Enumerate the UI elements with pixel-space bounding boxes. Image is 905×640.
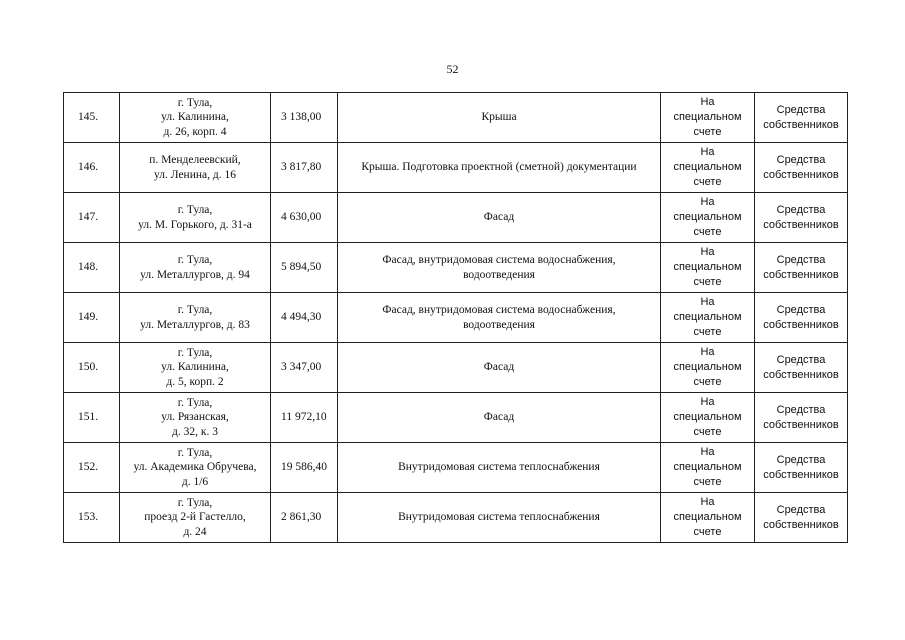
building-area: 3 138,00 — [271, 93, 338, 143]
building-address: г. Тула, ул. Металлургов, д. 94 — [120, 243, 271, 293]
table-row — [64, 243, 848, 293]
table-row — [64, 493, 848, 543]
funding-source: Средства собственников — [755, 343, 848, 393]
repair-work-type: Внутридомовая система теплоснабжения — [338, 443, 661, 493]
funding-source: Средства собственников — [755, 243, 848, 293]
row-number: 153. — [64, 493, 120, 543]
table-row — [64, 343, 848, 393]
building-area: 4 494,30 — [271, 293, 338, 343]
repair-work-type: Фасад, внутридомовая система водоснабжения, водоотведения — [338, 243, 661, 293]
row-number: 152. — [64, 443, 120, 493]
building-address: г. Тула, проезд 2-й Гастелло, д. 24 — [120, 493, 271, 543]
table-row — [64, 293, 848, 343]
row-number: 147. — [64, 193, 120, 243]
building-area: 2 861,30 — [271, 493, 338, 543]
fund-account-method: На специальном счете — [661, 243, 755, 293]
row-number: 151. — [64, 393, 120, 443]
building-area: 5 894,50 — [271, 243, 338, 293]
row-number: 145. — [64, 93, 120, 143]
funding-source: Средства собственников — [755, 193, 848, 243]
building-address: г. Тула, ул. Академика Обручева, д. 1/6 — [120, 443, 271, 493]
table-body — [64, 93, 848, 543]
table-row — [64, 143, 848, 193]
fund-account-method: На специальном счете — [661, 193, 755, 243]
building-address: г. Тула, ул. М. Горького, д. 31-а — [120, 193, 271, 243]
fund-account-method: На специальном счете — [661, 443, 755, 493]
building-address: г. Тула, ул. Рязанская, д. 32, к. 3 — [120, 393, 271, 443]
building-area: 11 972,10 — [271, 393, 338, 443]
fund-account-method: На специальном счете — [661, 493, 755, 543]
building-area: 19 586,40 — [271, 443, 338, 493]
building-address: г. Тула, ул. Калинина, д. 5, корп. 2 — [120, 343, 271, 393]
row-number: 150. — [64, 343, 120, 393]
building-address: г. Тула, ул. Металлургов, д. 83 — [120, 293, 271, 343]
funding-source: Средства собственников — [755, 143, 848, 193]
table-row — [64, 193, 848, 243]
repair-work-type: Фасад, внутридомовая система водоснабжения, водоотведения — [338, 293, 661, 343]
building-address: г. Тула, ул. Калинина, д. 26, корп. 4 — [120, 93, 271, 143]
funding-source: Средства собственников — [755, 493, 848, 543]
fund-account-method: На специальном счете — [661, 93, 755, 143]
fund-account-method: На специальном счете — [661, 293, 755, 343]
repair-work-type: Фасад — [338, 193, 661, 243]
repair-work-type: Крыша — [338, 93, 661, 143]
building-address: п. Менделеевский, ул. Ленина, д. 16 — [120, 143, 271, 193]
building-area: 3 347,00 — [271, 343, 338, 393]
table-row — [64, 93, 848, 143]
building-area: 3 817,80 — [271, 143, 338, 193]
repair-work-type: Фасад — [338, 393, 661, 443]
table-row — [64, 443, 848, 493]
repair-work-type: Фасад — [338, 343, 661, 393]
repair-work-type: Внутридомовая система теплоснабжения — [338, 493, 661, 543]
row-number: 146. — [64, 143, 120, 193]
fund-account-method: На специальном счете — [661, 143, 755, 193]
table-row — [64, 393, 848, 443]
funding-source: Средства собственников — [755, 293, 848, 343]
funding-source: Средства собственников — [755, 93, 848, 143]
funding-source: Средства собственников — [755, 443, 848, 493]
fund-account-method: На специальном счете — [661, 393, 755, 443]
repair-program-table — [63, 92, 848, 543]
row-number: 149. — [64, 293, 120, 343]
row-number: 148. — [64, 243, 120, 293]
fund-account-method: На специальном счете — [661, 343, 755, 393]
building-area: 4 630,00 — [271, 193, 338, 243]
page-number: 52 — [446, 62, 459, 76]
repair-work-type: Крыша. Подготовка проектной (сметной) документации — [338, 143, 661, 193]
funding-source: Средства собственников — [755, 393, 848, 443]
